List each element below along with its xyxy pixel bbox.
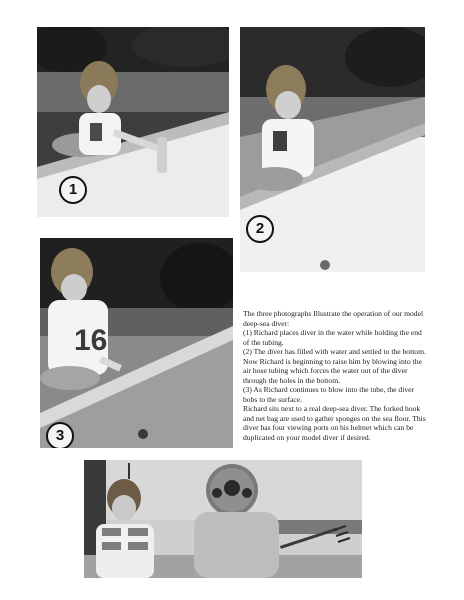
step-number-badge: 2	[246, 215, 274, 243]
caption	[243, 309, 429, 442]
step-number-badge: 1	[59, 176, 87, 204]
step-number-badge: 3	[46, 422, 74, 448]
caption-closing: Richard sits next to a real deep-sea diver. The forked hook and net bag are used to gather sponges on the sea floor. This diver has four viewing ports on his helmet which can be duplicated on your model diver if desired.	[243, 404, 426, 442]
photo-2	[240, 27, 425, 272]
caption-step-3: (3) As Richard continues to blow into the tube, the diver bobs to the surface.	[243, 385, 415, 404]
photo-1	[37, 27, 229, 217]
photo-3-image	[40, 238, 233, 448]
photo-4	[84, 460, 362, 578]
caption-intro: The three photographs Illustrate the operation of our model deep-sea diver:	[243, 309, 424, 328]
photo-4-image	[84, 460, 362, 578]
caption-step-2: (2) The diver has filled with water and settled to the bottom. Now Richard is beginning to raise him by blowing into the air hose tubing which forces the water out of the diver through the holes in the bottom.	[243, 347, 426, 385]
caption-step-1: (1) Richard places diver in the water while holding the end of the tubing.	[243, 328, 422, 347]
photo-3	[40, 238, 233, 448]
jersey-number: 16	[74, 324, 108, 357]
